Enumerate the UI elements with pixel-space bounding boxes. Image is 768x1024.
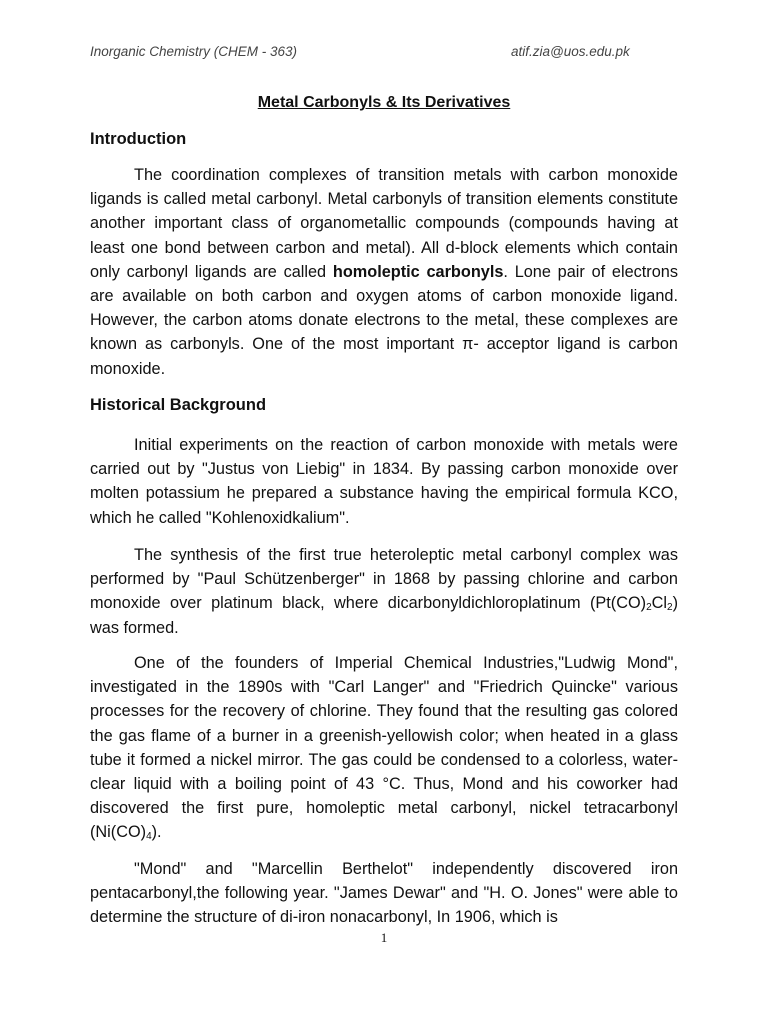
subscript: 2 <box>646 602 652 614</box>
section-heading-introduction: Introduction <box>90 130 187 148</box>
paragraph-text: ) was formed. <box>90 594 678 637</box>
subscript: 4 <box>146 831 152 843</box>
paragraph-history-2 <box>90 543 678 640</box>
section-heading-historical-background: Historical Background <box>90 396 267 414</box>
document-title: Metal Carbonyls & Its Derivatives <box>257 94 511 111</box>
header-email: atif.zia@uos.edu.pk <box>511 44 630 59</box>
paragraph-history-1: Initial experiments on the reaction of carbon monoxide with metals were carried out by "Justus von Liebig" in 1834. By passing carbon monoxide over molten potassium he prepared a substance having the empirical formula KCO, which he called "Kohlenoxidkalium". <box>90 436 678 527</box>
paragraph-history-3 <box>90 651 678 845</box>
paragraph-history-4: "Mond" and "Marcellin Berthelot" independently discovered iron pentacarbonyl,the following year. "James Dewar" and "H. O. Jones" were able to determine the structure of di-iron nonacarbonyl, In 1906, which is <box>90 860 678 927</box>
paragraph-text: One of the founders of Imperial Chemical Industries,"Ludwig Mond", investigated in the 1890s with "Carl Langer" and "Friedrich Quincke" various processes for the recovery of chlorine. They found that the resulting gas colored the gas flame of a burner in a greenish-yellowish color; when heated in a glass tube it formed a nickel mirror. The gas could be condensed to a colorless, water-clear liquid with a boiling point of 43 °C. Thus, Mond and his coworker had discovered the first pure, homoleptic metal carbonyl, nickel tetracarbonyl (Ni(CO) <box>90 654 678 842</box>
paragraph-text: ). <box>151 823 162 842</box>
header-course: Inorganic Chemistry (CHEM - 363) <box>90 44 298 59</box>
paragraph-text: The coordination complexes of transition metals with carbon monoxide ligands is called metal carbonyl. Metal carbonyls of transition elements constitute another important class of organometallic compounds (compounds having at least one bond between carbon and metal). All d-block elements which contain only carbonyl ligands are called <box>90 166 678 281</box>
bold-term: homoleptic carbonyls <box>332 262 504 281</box>
paragraph-text: Cl <box>651 594 668 613</box>
subscript: 2 <box>667 602 673 614</box>
paragraph-text: . Lone pair of electrons are available on both carbon and oxygen atoms of carbon monoxide ligand. However, the carbon atoms donate electrons to the metal, these complexes are known as carbonyls. One of the most important π- acceptor ligand is carbon monoxide. <box>90 262 678 378</box>
paragraph-text: The synthesis of the first true heteroleptic metal carbonyl complex was performed by "Paul Schützenberger" in 1868 by passing chlorine and carbon monoxide over platinum black, where dicarbonyldichloroplatinum (Pt(CO) <box>90 546 678 613</box>
paragraph-introduction <box>90 163 678 381</box>
page-number: 1 <box>380 930 388 945</box>
